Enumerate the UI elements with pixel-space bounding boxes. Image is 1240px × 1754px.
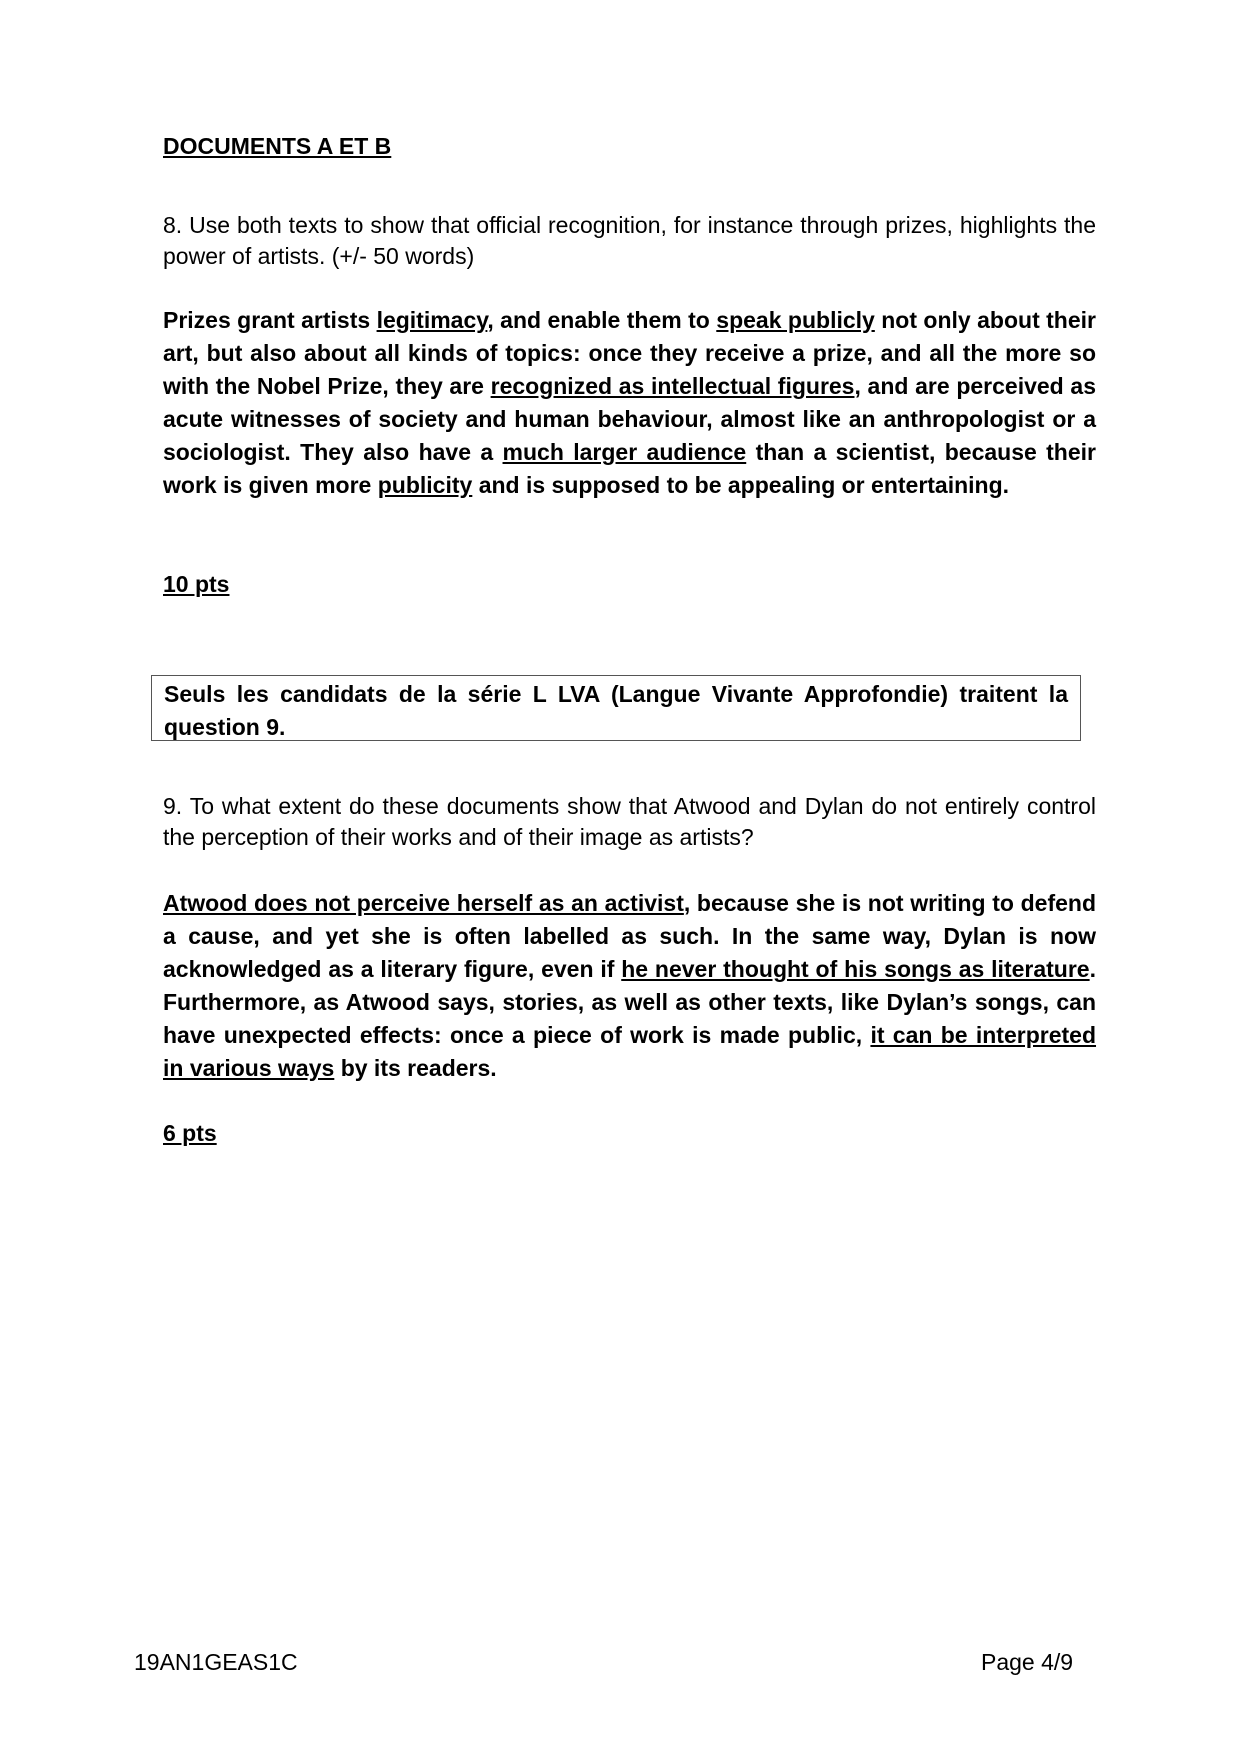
answer-text: , and enable them to <box>487 307 717 333</box>
answer-text: , and are perceived as acute witnesses of society and human behaviour, almost like an anthropologist or a sociologist. They also have a <box>163 373 1096 465</box>
points-8: 10 pts <box>163 571 230 597</box>
underlined-phrase: Atwood does not perceive herself as an activist <box>163 890 684 916</box>
lva-notice-box <box>151 675 1081 741</box>
underlined-phrase: he never thought of his songs as literature <box>621 956 1090 982</box>
answer-text: not only about their art, but also about all kinds of topics: once they receive a prize, and all the more so with the Nobel Prize, they are <box>163 307 1096 399</box>
underlined-phrase: it can be interpreted in various ways <box>163 1022 1097 1081</box>
answer-text: by its readers. <box>334 1055 497 1081</box>
page-number: Page 4/9 <box>981 1649 1074 1675</box>
underlined-phrase: publicity <box>377 472 473 498</box>
answer-text: Prizes grant artists <box>163 307 377 333</box>
answer-8 <box>163 304 1096 502</box>
underlined-phrase: much larger audience <box>502 439 747 465</box>
section-heading: DOCUMENTS A ET B <box>163 133 392 159</box>
document-code: 19AN1GEAS1C <box>134 1649 298 1675</box>
underlined-phrase: speak publicly <box>716 307 875 333</box>
answer-text: , because she is not writing to defend a cause, and yet she is often labelled as such. In the same way, Dylan is now acknowledged as a literary figure, even if <box>163 890 1096 982</box>
underlined-phrase: legitimacy <box>376 307 488 333</box>
lva-notice-text: Seuls les candidats de la série L LVA (Langue Vivante Approfondie) traitent la question 9. <box>164 681 1068 740</box>
question-8: 8. Use both texts to show that official recognition, for instance through prizes, highlights the power of artists. (+/- 50 words) <box>163 212 1096 269</box>
answer-text: and is supposed to be appealing or entertaining. <box>472 472 1010 498</box>
question-9: 9. To what extent do these documents show that Atwood and Dylan do not entirely control the perception of their works and of their image as artists? <box>163 793 1096 850</box>
answer-text: . Furthermore, as Atwood says, stories, as well as other texts, like Dylan’s songs, can have unexpected effects: once a piece of work is made public, <box>163 956 1096 1048</box>
answer-text: than a scientist, because their work is given more <box>163 439 1096 498</box>
points-9: 6 pts <box>163 1120 217 1146</box>
underlined-phrase: recognized as intellectual figures <box>490 373 855 399</box>
answer-9 <box>163 887 1096 1085</box>
